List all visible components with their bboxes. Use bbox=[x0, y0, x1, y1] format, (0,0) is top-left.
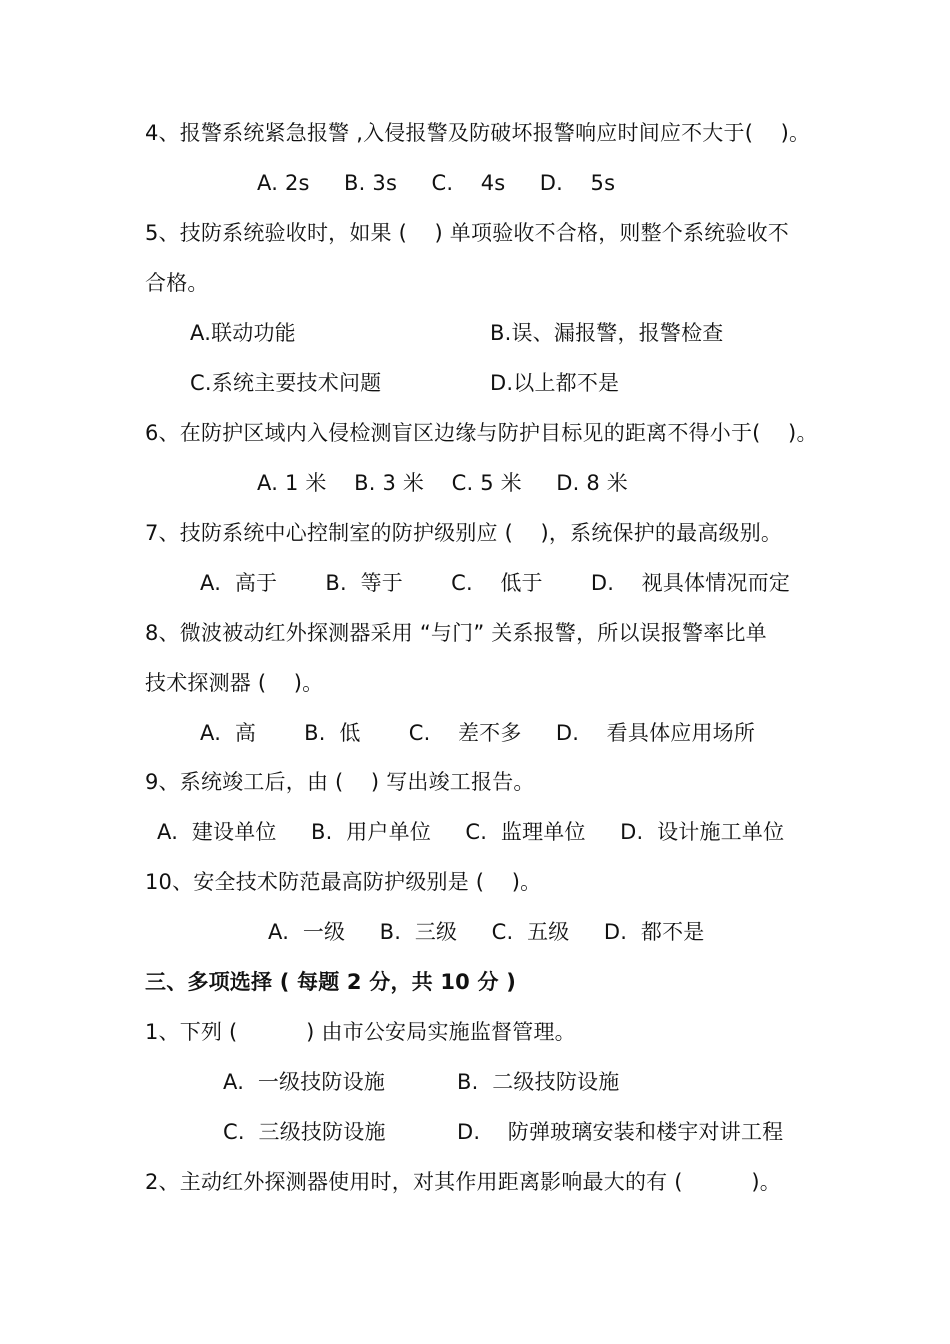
question-5-continued: 合格。 bbox=[145, 271, 209, 295]
question-7-options: A. 高于 B. 等于 C. 低于 D. 视具体情况而定 bbox=[200, 571, 791, 595]
question-5-option-a: A.联动功能 bbox=[190, 321, 296, 345]
question-8: 8、微波被动红外探测器采用 “与门” 关系报警，所以误报警率比单 bbox=[145, 621, 767, 645]
question-8-options: A. 高 B. 低 C. 差不多 D. 看具体应用场所 bbox=[200, 721, 756, 745]
question-4: 4、报警系统紧急报警 ,入侵报警及防破坏报警响应时间应不大于( )。 bbox=[145, 121, 811, 145]
question-10: 10、安全技术防范最高防护级别是 ( )。 bbox=[145, 870, 542, 894]
question-5: 5、技防系统验收时，如果 ( ) 单项验收不合格，则整个系统验收不 bbox=[145, 221, 789, 245]
multi-question-1-option-d: D. 防弹玻璃安装和楼宇对讲工程 bbox=[457, 1120, 784, 1144]
question-9-options: A. 建设单位 B. 用户单位 C. 监理单位 D. 设计施工单位 bbox=[157, 820, 785, 844]
question-6: 6、在防护区域内入侵检测盲区边缘与防护目标见的距离不得小于( )。 bbox=[145, 421, 818, 445]
multi-question-2: 2、主动红外探测器使用时，对其作用距离影响最大的有 ( )。 bbox=[145, 1170, 781, 1194]
question-6-options: A. 1 米 B. 3 米 C. 5 米 D. 8 米 bbox=[257, 471, 628, 495]
question-5-option-d: D.以上都不是 bbox=[490, 371, 620, 395]
multi-question-1-option-a: A. 一级技防设施 bbox=[223, 1070, 386, 1094]
question-8-continued: 技术探测器 ( )。 bbox=[145, 671, 324, 695]
question-9: 9、系统竣工后，由 ( ) 写出竣工报告。 bbox=[145, 770, 535, 794]
question-7: 7、技防系统中心控制室的防护级别应 ( )，系统保护的最高级别。 bbox=[145, 521, 783, 545]
question-5-option-b: B.误、漏报警，报警检查 bbox=[490, 321, 724, 345]
section-heading-multiple-choice: 三、多项选择 ( 每题 2 分，共 10 分 ) bbox=[145, 970, 517, 994]
question-5-option-c: C.系统主要技术问题 bbox=[190, 371, 382, 395]
multi-question-1-option-c: C. 三级技防设施 bbox=[223, 1120, 386, 1144]
question-4-options: A. 2s B. 3s C. 4s D. 5s bbox=[257, 171, 616, 195]
multi-question-1-option-b: B. 二级技防设施 bbox=[457, 1070, 620, 1094]
multi-question-1: 1、下列 ( ) 由市公安局实施监督管理。 bbox=[145, 1020, 576, 1044]
question-10-options: A. 一级 B. 三级 C. 五级 D. 都不是 bbox=[268, 920, 705, 944]
